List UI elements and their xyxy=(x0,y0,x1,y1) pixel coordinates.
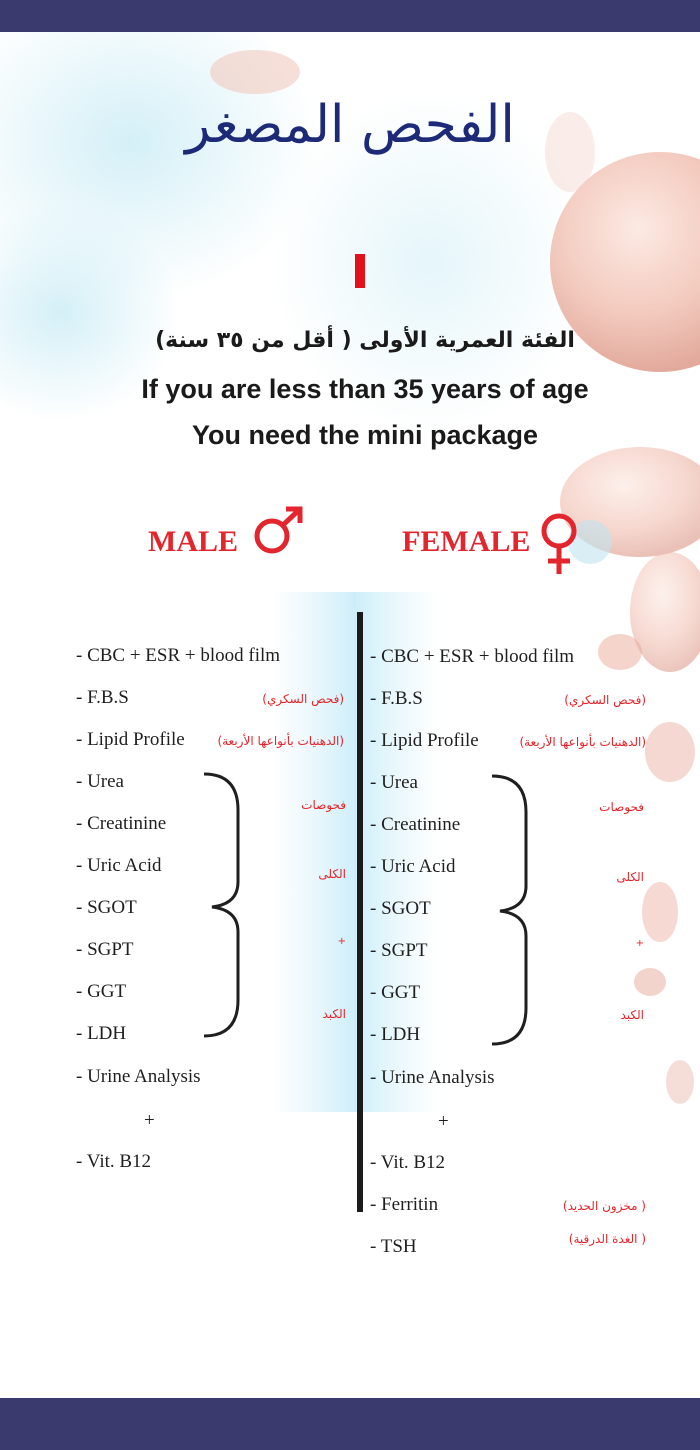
female-test-ferritin: - Ferritin xyxy=(370,1194,439,1215)
female-test-vitb12: - Vit. B12 xyxy=(370,1152,446,1173)
male-note-lipid: (الدهنيات بأنواعها الأربعة) xyxy=(217,734,344,748)
group-number-marker xyxy=(355,254,365,288)
male-test-sgot: - SGOT xyxy=(76,897,137,918)
age-condition-text: If you are less than 35 years of age xyxy=(141,374,589,404)
male-note-kidney-1: فحوصات xyxy=(301,798,346,812)
male-test-cbc: - CBC + ESR + blood film xyxy=(76,645,281,666)
female-note-fbs: (فحص السكري) xyxy=(564,693,646,707)
female-test-ldh: - LDH xyxy=(370,1024,421,1045)
female-note-tsh: ( الغدة الدرقية) xyxy=(568,1232,646,1246)
male-note-kidney-2: الكلى xyxy=(318,867,346,881)
bottom-band xyxy=(0,1398,700,1450)
background-decoration xyxy=(0,32,700,1398)
female-test-fbs: - F.B.S xyxy=(370,688,423,709)
male-note-plus: + xyxy=(337,936,346,947)
female-test-uric-acid: - Uric Acid xyxy=(370,856,456,877)
female-kidney-liver-brace xyxy=(486,772,532,1048)
female-note-kidney-2: الكلى xyxy=(616,870,644,884)
female-test-tsh: - TSH xyxy=(370,1236,417,1257)
column-divider xyxy=(357,612,363,1212)
age-category-arabic: الفئة العمرية الأولى ( أقل من ٣٥ سنة) xyxy=(155,328,575,353)
female-note-liver: الكبد xyxy=(620,1008,644,1022)
male-test-uric-acid: - Uric Acid xyxy=(76,855,162,876)
female-note-lipid: (الدهنيات بأنواعها الأربعة) xyxy=(519,735,646,749)
female-test-sgpt: - SGPT xyxy=(370,940,428,961)
female-plus-sign: + xyxy=(438,1111,449,1132)
female-test-cbc: - CBC + ESR + blood film xyxy=(370,646,575,667)
female-test-urine: - Urine Analysis xyxy=(370,1067,495,1088)
male-test-vitb12: - Vit. B12 xyxy=(76,1151,152,1172)
male-test-sgpt: - SGPT xyxy=(76,939,134,960)
male-test-ggt: - GGT xyxy=(76,981,127,1002)
male-test-ldh: - LDH xyxy=(76,1023,127,1044)
male-test-urine: - Urine Analysis xyxy=(76,1066,201,1087)
top-band xyxy=(0,0,700,32)
female-test-urea: - Urea xyxy=(370,772,418,793)
female-test-ggt: - GGT xyxy=(370,982,421,1003)
male-symbol-icon xyxy=(250,505,308,557)
female-heading: FEMALE xyxy=(402,525,531,558)
male-test-fbs: - F.B.S xyxy=(76,687,129,708)
female-symbol-icon xyxy=(536,512,582,578)
package-text: You need the mini package xyxy=(191,420,539,450)
female-note-ferritin: ( مخزون الحديد) xyxy=(562,1199,646,1213)
male-test-urea: - Urea xyxy=(76,771,124,792)
male-kidney-liver-brace xyxy=(198,770,244,1040)
male-note-liver: الكبد xyxy=(322,1007,346,1021)
female-test-lipid: - Lipid Profile xyxy=(370,730,479,751)
female-test-creatinine: - Creatinine xyxy=(370,814,461,835)
male-plus-sign: + xyxy=(144,1110,155,1131)
female-test-sgot: - SGOT xyxy=(370,898,431,919)
male-note-fbs: (فحص السكري) xyxy=(262,692,344,706)
female-note-plus: + xyxy=(635,938,644,949)
page-title: الفحص المصغر xyxy=(185,95,515,155)
female-note-kidney-1: فحوصات xyxy=(599,800,644,814)
male-test-lipid: - Lipid Profile xyxy=(76,729,185,750)
male-test-creatinine: - Creatinine xyxy=(76,813,167,834)
male-heading: MALE xyxy=(148,525,238,558)
